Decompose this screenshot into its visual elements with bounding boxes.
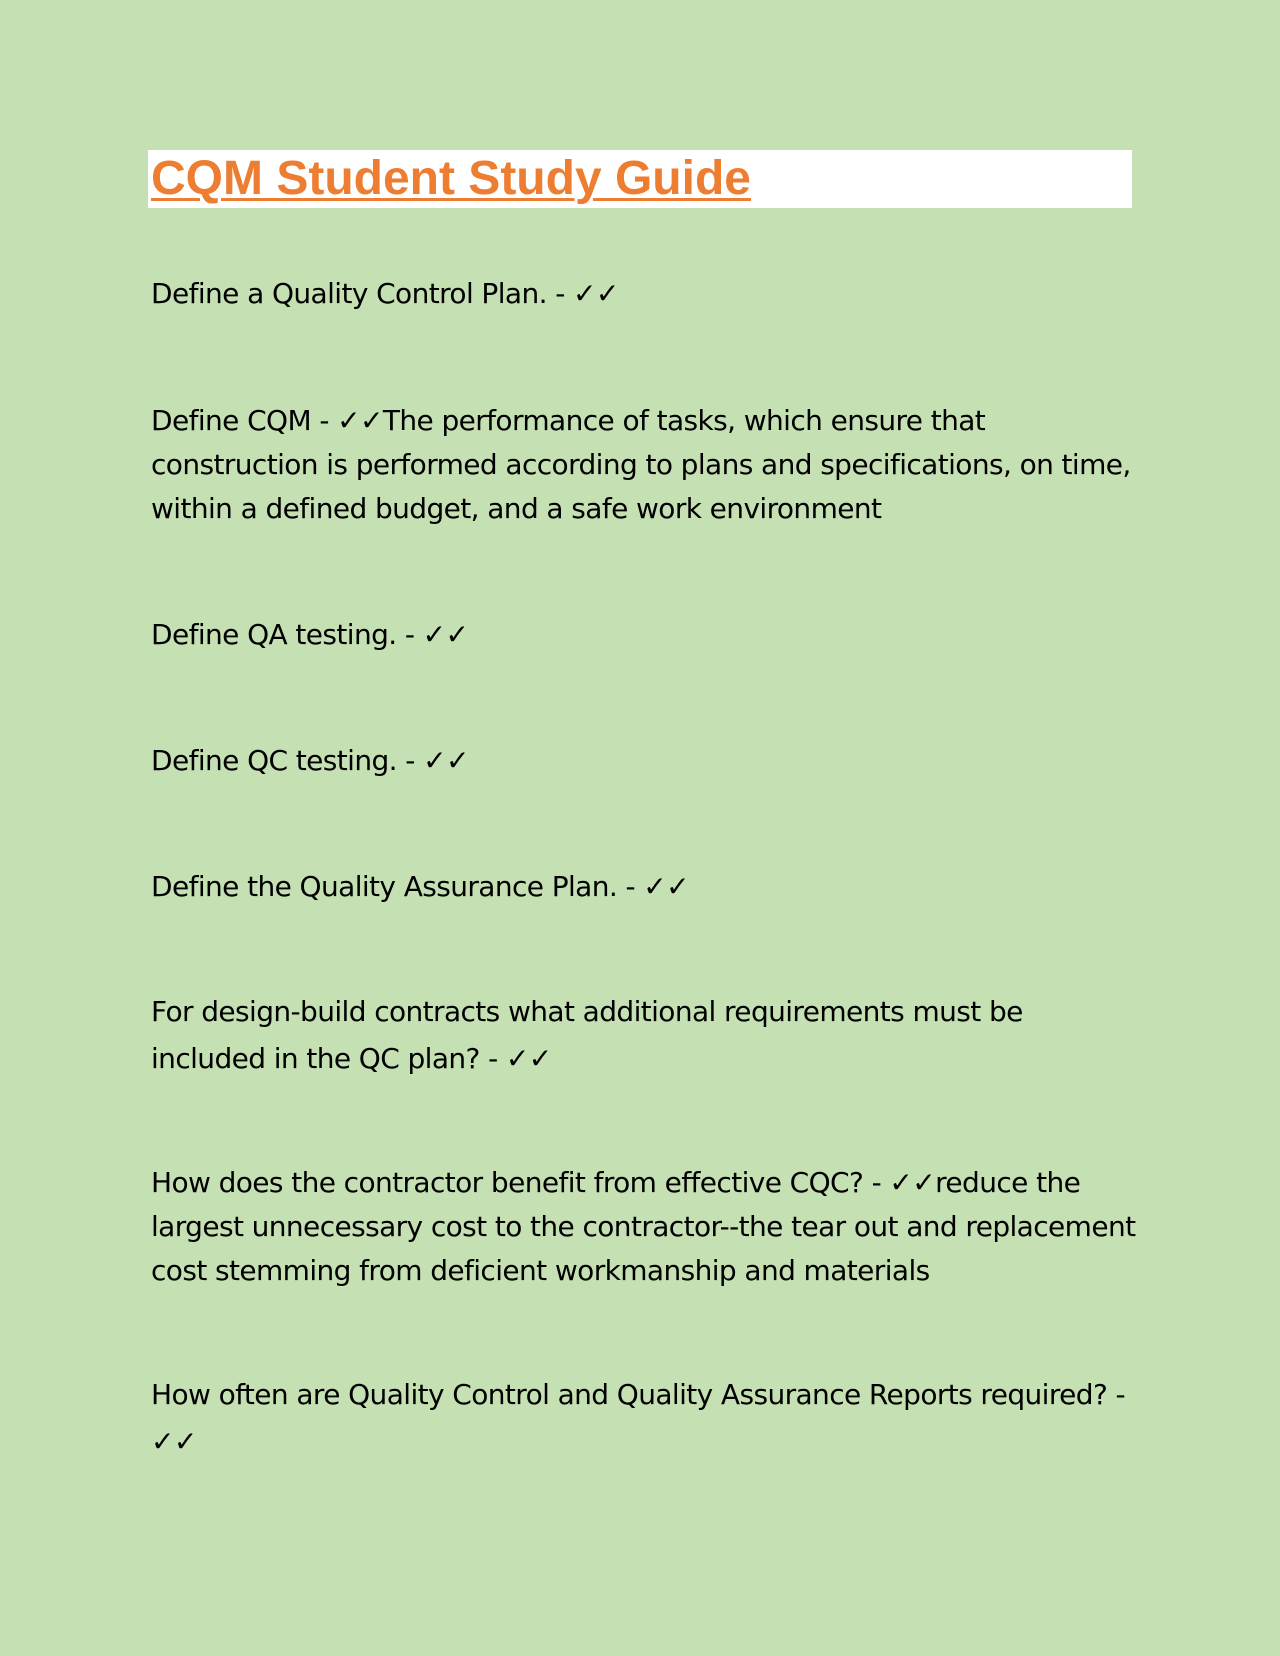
answer-text: The performance of tasks, which ensure that construction is performed according to plans and specifications, on time, within a defined budget, and a safe work environment <box>151 404 1131 525</box>
double-check-icon: ✓✓ <box>643 870 690 903</box>
question-text: For design-build contracts what additional requirements must be included in the QC plan? <box>151 995 1023 1075</box>
separator: - <box>863 1166 890 1199</box>
double-check-icon: ✓✓ <box>151 1425 197 1458</box>
question-text: Define CQM <box>151 404 312 437</box>
question-text: Define a Quality Control Plan. <box>151 277 547 310</box>
qa-entry-8 <box>151 1371 1141 1465</box>
qa-entry-1 <box>151 272 1141 316</box>
separator: - <box>396 618 423 651</box>
double-check-icon: ✓✓ <box>422 618 469 651</box>
qa-entry-6 <box>151 988 1141 1082</box>
question-text: Define QC testing. <box>151 744 397 777</box>
qa-entry-7 <box>151 1161 1141 1293</box>
separator: - <box>479 1042 506 1075</box>
question-text: How does the contractor benefit from effective CQC? <box>151 1166 864 1199</box>
question-text: How often are Quality Control and Quality Assurance Reports required? <box>151 1378 1108 1411</box>
double-check-icon: ✓✓ <box>505 1042 552 1075</box>
qa-entry-5 <box>151 865 1141 909</box>
double-check-icon: ✓✓ <box>889 1166 936 1199</box>
separator: - <box>546 277 573 310</box>
qa-entry-2 <box>151 399 1141 531</box>
page-title: CQM Student Study Guide <box>151 152 751 205</box>
separator: - <box>617 870 644 903</box>
qa-entry-4 <box>151 739 1141 783</box>
separator: - <box>311 404 338 437</box>
double-check-icon: ✓✓ <box>423 744 469 777</box>
question-text: Define the Quality Assurance Plan. <box>151 870 618 903</box>
separator: - <box>396 744 424 777</box>
qa-entry-3 <box>151 613 1141 657</box>
answer-text: reduce the largest unnecessary cost to the contractor--the tear out and replacement cost stemming from deficient workmanship and materials <box>151 1166 1136 1287</box>
double-check-icon: ✓✓ <box>573 277 619 310</box>
double-check-icon: ✓✓ <box>337 404 383 437</box>
separator: - <box>1107 1378 1126 1411</box>
question-text: Define QA testing. <box>151 618 397 651</box>
